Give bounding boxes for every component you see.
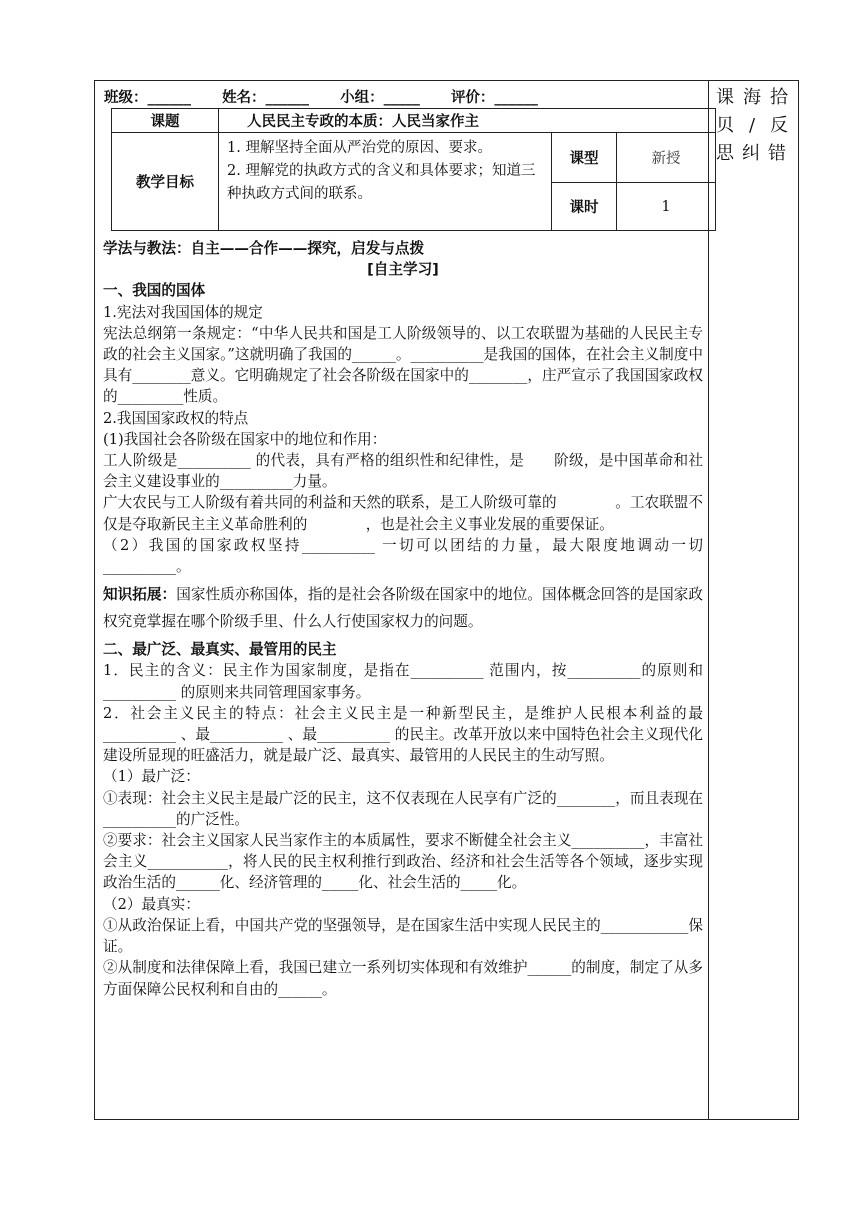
knowledge-extension-label: 知识拓展：: [103, 586, 177, 604]
period-value: 1: [617, 183, 716, 231]
side-column-title: 课海拾贝/反思纠错: [716, 87, 796, 164]
s2-item-2-2b: ②从制度和法律保障上看，我国已建立一系列切实体现和有效维护______的制度，制定了从多方面保障公民权利和自由的______。: [103, 959, 703, 998]
section-1-title: 一、我国的国体: [103, 282, 206, 300]
section-2-title: 二、最广泛、最真实、最管用的民主: [103, 641, 337, 659]
goal-content: [219, 133, 552, 231]
group-field[interactable]: 小组：_____: [340, 90, 420, 106]
s2-item-1: 1．民主的含义：民主作为国家制度，是指在__________ 范围内，按__________的原则和__________ 的原则来共同管理国家事务。: [103, 662, 703, 701]
s1-item-2: 2.我国国家政权的特点: [103, 409, 249, 427]
s2-item-2-1: （1）最广泛：: [103, 768, 200, 786]
s2-item-2-2a: ①从政治保证上看，中国共产党的坚强领导，是在国家生活中实现人民民主的____________保证。: [103, 916, 703, 956]
topic-value: 人民民主专政的本质：人民当家作主: [219, 109, 716, 133]
s1-item-1-text: 宪法总纲第一条规定：“中华人民共和国是工人阶级领导的、以工农联盟为基础的人民民主专政的社会主义国家。”这就明确了我国的______。__________是我国的国体，在社会主义制度中具有________意义。它明确规定了社会各阶级在国家中的________，庄严宣示了我国国家政权的_________性质。: [103, 324, 703, 406]
evaluation-field[interactable]: 评价：______: [450, 90, 538, 106]
lesson-type-value: 新授: [617, 133, 716, 183]
side-column-divider: [708, 80, 709, 1120]
goal-line-2: 2. 理解党的执政方式的含义和具体要求；知道三种执政方式间的联系。: [227, 163, 536, 202]
lesson-info-table: [111, 108, 716, 231]
name-field[interactable]: 姓名：______: [222, 90, 310, 106]
s1-item-1: 1.宪法对我国国体的规定: [103, 303, 263, 321]
knowledge-extension-text: 国家性质亦称国体，指的是社会各阶级在国家中的地位。国体概念回答的是国家政权究竟掌握在哪个阶级手里、什么人行使国家权力的问题。: [103, 586, 703, 631]
class-field[interactable]: 班级：______: [104, 90, 191, 106]
s1-item-2-1: (1)我国社会各阶级在国家中的地位和作用：: [103, 430, 387, 448]
s2-item-2-1b: ②要求：社会主义国家人民当家作主的本质属性，要求不断健全社会主义__________，丰富社会主义___________，将人民的民主权利推行到政治、经济和社会生活等各个领域，逐步实现政治生活的______化、经济管理的_____化、社会生活的_____化。: [103, 832, 703, 892]
goal-line-1: 1. 理解坚持全面从严治党的原因、要求。: [227, 140, 492, 156]
section-self-study: [自主学习]: [367, 261, 439, 279]
s1-item-2-a: 工人阶级是__________ 的代表，具有严格的组织性和纪律性，是 阶级，是中国革命和社会主义建设事业的__________力量。: [103, 452, 703, 491]
study-content: [103, 238, 703, 1000]
s2-item-2: 2．社会主义民主的特点：社会主义民主是一种新型民主，是维护人民根本利益的最__________ 、最__________ 、最__________ 的民主。改革开放以来中国特色社会主义现代化建设所显现的旺盛活力，就是最广泛、最真实、最管用的人民民主的生动写照。: [103, 704, 703, 765]
student-info-line: [104, 86, 564, 107]
s2-item-2-2: （2）最真实：: [103, 895, 200, 913]
knowledge-extension: [103, 581, 703, 635]
period-label: 课时: [552, 183, 617, 231]
s1-item-2-2: （2）我国的国家政权坚持__________ 一切可以团结的力量，最大限度地调动一切__________。: [103, 536, 703, 576]
teaching-method: 学法与教法：自主——合作——探究，启发与点拨: [103, 240, 425, 257]
topic-label: 课题: [112, 109, 219, 133]
s2-item-2-1a: ①表现：社会主义民主是最广泛的民主，这不仅表现在人民享有广泛的________，而且表现在__________的广泛性。: [103, 789, 703, 828]
lesson-type-label: 课型: [552, 133, 617, 183]
s1-item-2-b: 广大农民与工人阶级有着共同的利益和天然的联系，是工人阶级可靠的 。工农联盟不仅是夺取新民主主义革命胜利的 ，也是社会主义事业发展的重要保证。: [103, 494, 703, 533]
goal-label: 教学目标: [112, 133, 219, 231]
